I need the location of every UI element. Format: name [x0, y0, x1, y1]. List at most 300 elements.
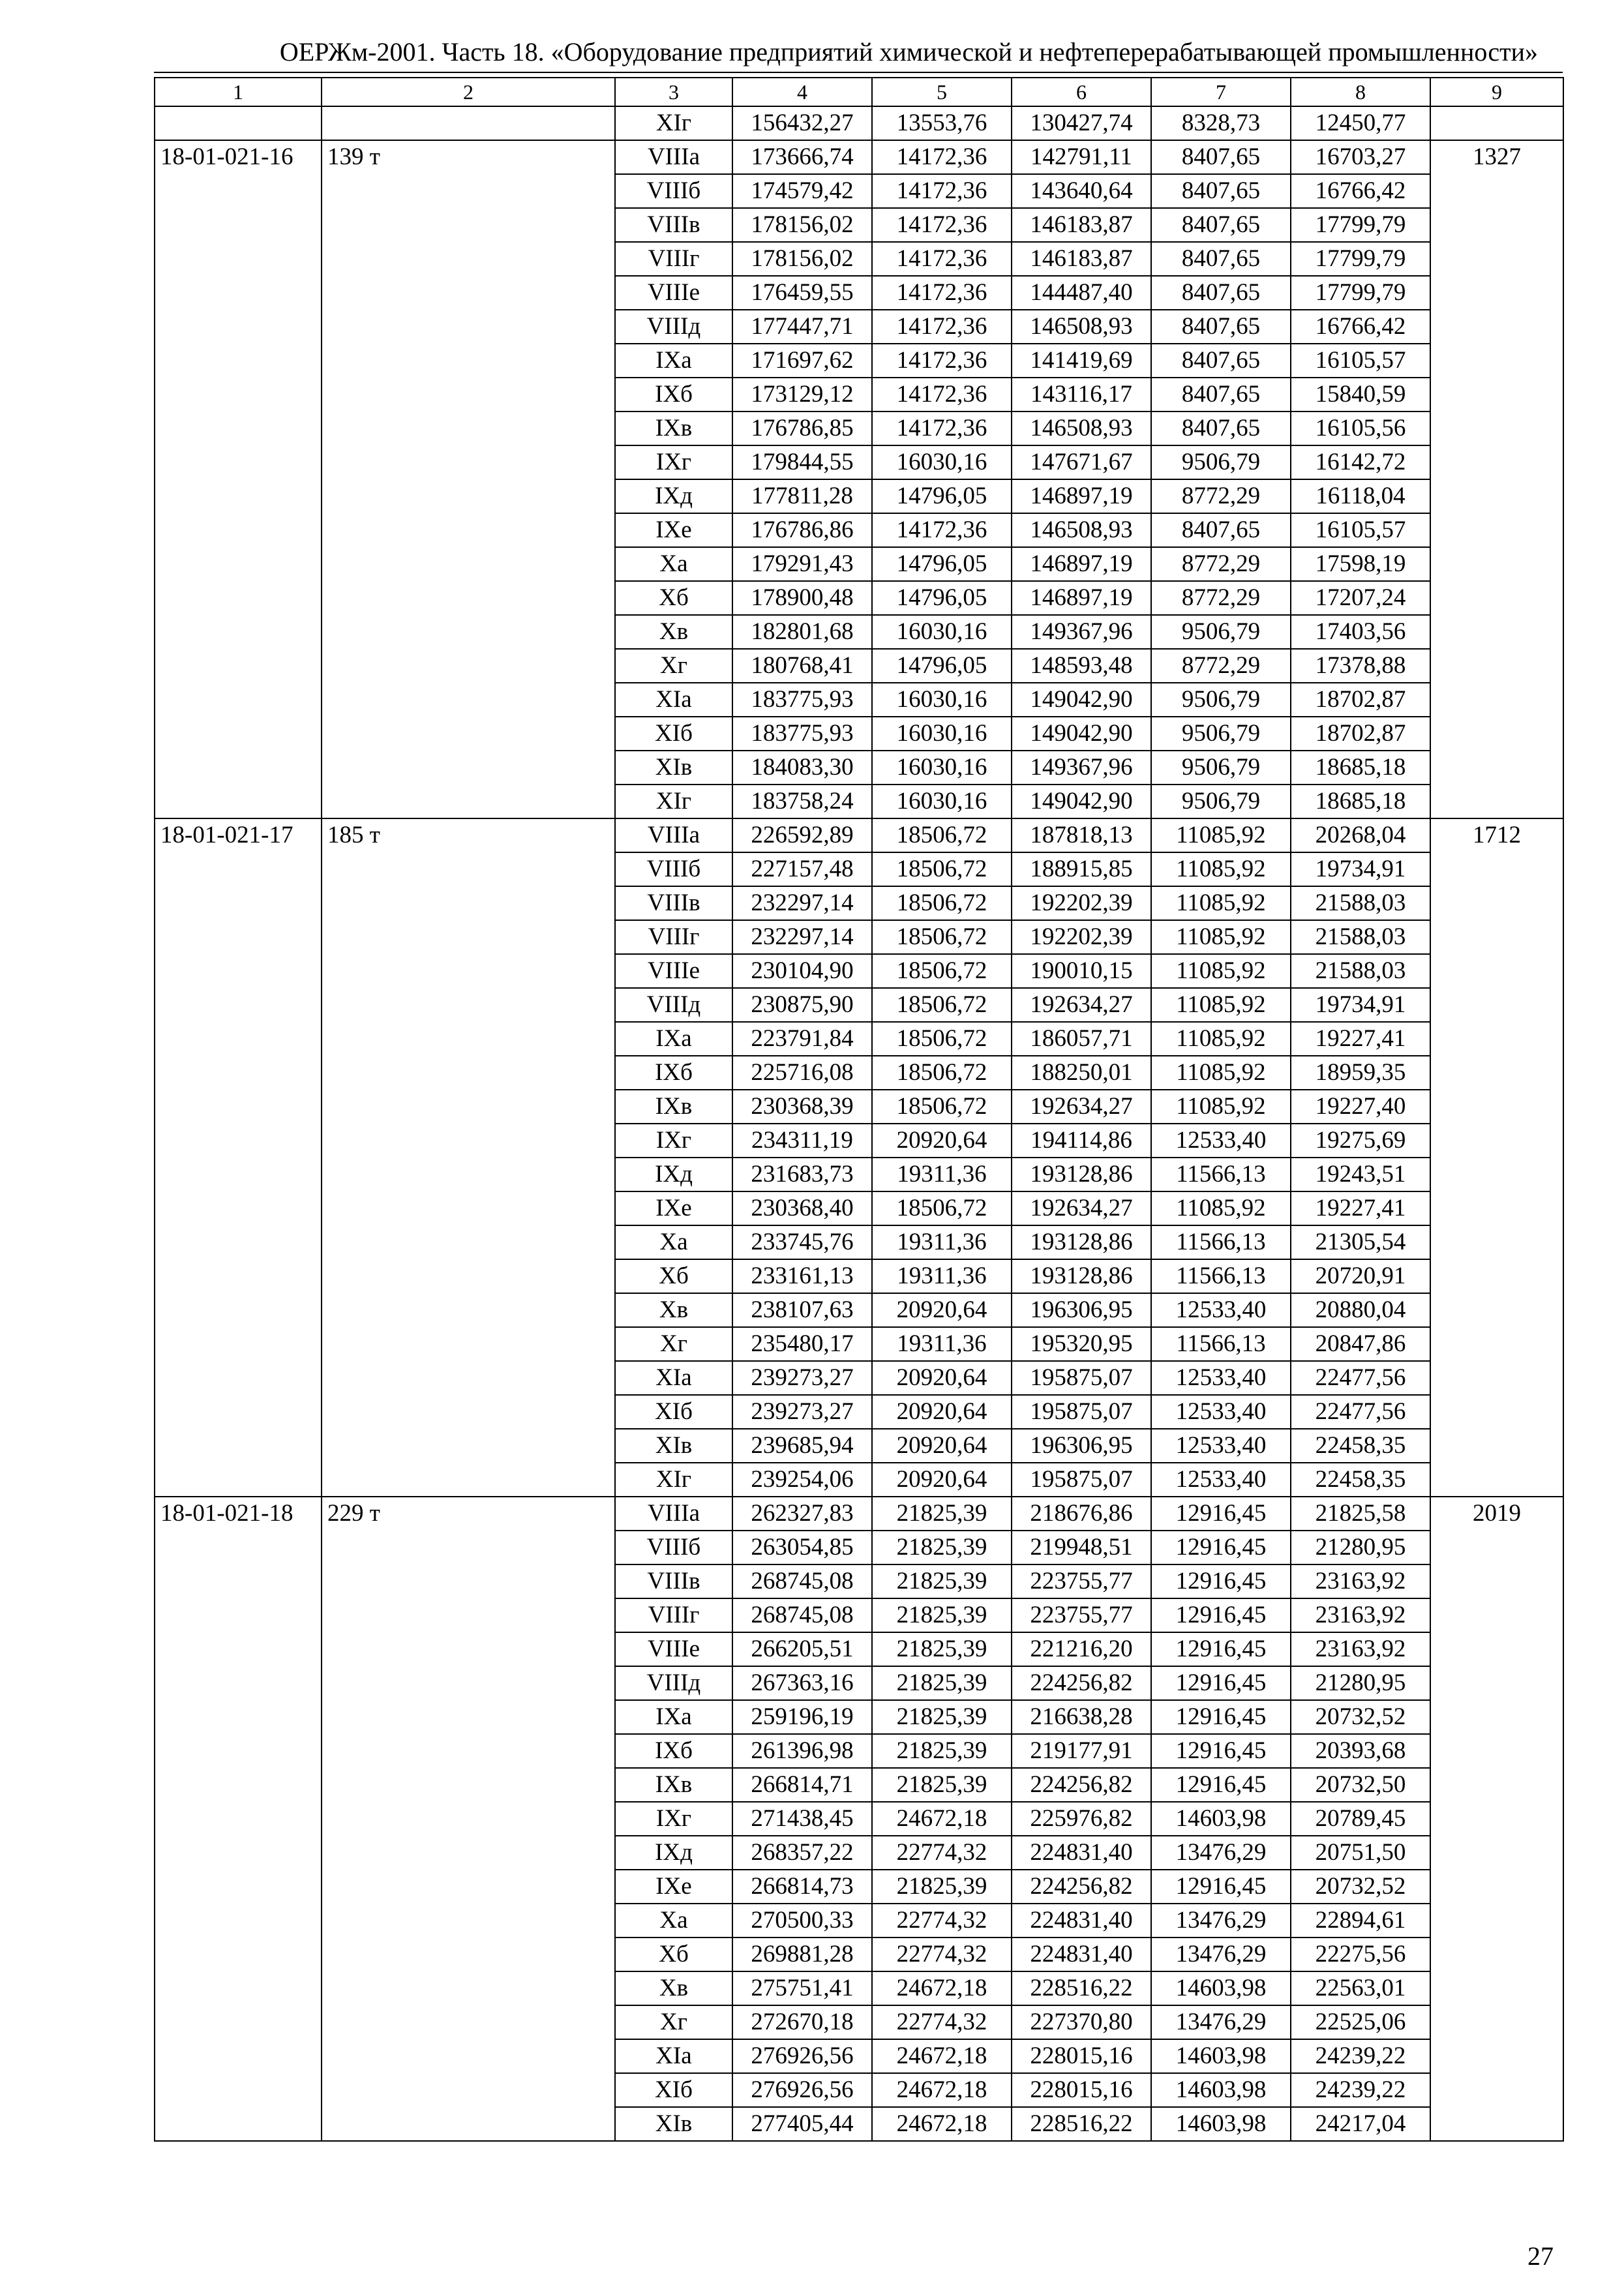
value-cell: 156432,27	[732, 106, 872, 140]
zone-cell: VIIIг	[615, 1598, 732, 1632]
value-cell: 14603,98	[1151, 2107, 1291, 2141]
value-cell: 21825,39	[872, 1497, 1012, 1531]
value-cell: 263054,85	[732, 1531, 872, 1564]
table-row	[155, 1497, 1563, 1531]
value-cell: 8407,65	[1151, 140, 1291, 174]
value-cell: 20732,52	[1291, 1700, 1430, 1734]
quantity-cell	[1430, 106, 1563, 140]
value-cell: 192634,27	[1012, 1090, 1151, 1124]
value-cell: 16105,57	[1291, 344, 1430, 378]
value-cell: 21825,39	[872, 1768, 1012, 1802]
value-cell: 193128,86	[1012, 1259, 1151, 1293]
quantity-cell: 1327	[1430, 140, 1563, 818]
value-cell: 16118,04	[1291, 479, 1430, 513]
column-number: 8	[1291, 78, 1430, 106]
value-cell: 183775,93	[732, 717, 872, 751]
zone-cell: Xг	[615, 1327, 732, 1361]
value-cell: 20732,50	[1291, 1768, 1430, 1802]
value-cell: 239685,94	[732, 1429, 872, 1463]
value-cell: 272670,18	[732, 2005, 872, 2039]
zone-cell: IXб	[615, 1056, 732, 1090]
zone-cell: VIIIа	[615, 1497, 732, 1531]
value-cell: 22477,56	[1291, 1361, 1430, 1395]
value-cell: 22774,32	[872, 1836, 1012, 1870]
value-cell: 232297,14	[732, 920, 872, 954]
value-cell: 19311,36	[872, 1158, 1012, 1191]
value-cell: 223755,77	[1012, 1598, 1151, 1632]
value-cell: 12916,45	[1151, 1768, 1291, 1802]
zone-cell: XIг	[615, 785, 732, 818]
value-cell: 18506,72	[872, 818, 1012, 852]
page-number: 27	[1527, 2241, 1554, 2271]
value-cell: 224256,82	[1012, 1870, 1151, 1904]
value-cell: 8407,65	[1151, 174, 1291, 208]
value-cell: 14796,05	[872, 547, 1012, 581]
value-cell: 14172,36	[872, 411, 1012, 445]
value-cell: 224831,40	[1012, 1836, 1151, 1870]
value-cell: 19311,36	[872, 1259, 1012, 1293]
value-cell: 269881,28	[732, 1937, 872, 1971]
value-cell: 19311,36	[872, 1225, 1012, 1259]
value-cell: 230368,40	[732, 1191, 872, 1225]
zone-cell: XIг	[615, 106, 732, 140]
value-cell: 190010,15	[1012, 954, 1151, 988]
value-cell: 18506,72	[872, 1090, 1012, 1124]
value-cell: 173666,74	[732, 140, 872, 174]
value-cell: 239273,27	[732, 1395, 872, 1429]
value-cell: 12916,45	[1151, 1666, 1291, 1700]
value-cell: 225976,82	[1012, 1802, 1151, 1836]
zone-cell: VIIIе	[615, 276, 732, 310]
value-cell: 195875,07	[1012, 1395, 1151, 1429]
value-cell: 16766,42	[1291, 310, 1430, 344]
value-cell: 20393,68	[1291, 1734, 1430, 1768]
zone-cell: XIб	[615, 1395, 732, 1429]
value-cell: 149042,90	[1012, 785, 1151, 818]
value-cell: 21305,54	[1291, 1225, 1430, 1259]
value-cell: 18506,72	[872, 954, 1012, 988]
table-row	[155, 818, 1563, 852]
value-cell: 19734,91	[1291, 988, 1430, 1022]
value-cell: 19275,69	[1291, 1124, 1430, 1158]
zone-cell: IXв	[615, 411, 732, 445]
zone-cell: XIб	[615, 2073, 732, 2107]
zone-cell: VIIIг	[615, 920, 732, 954]
value-cell: 12533,40	[1151, 1293, 1291, 1327]
value-cell: 233161,13	[732, 1259, 872, 1293]
value-cell: 226592,89	[732, 818, 872, 852]
zone-cell: VIIIв	[615, 886, 732, 920]
value-cell: 23163,92	[1291, 1564, 1430, 1598]
value-cell: 195320,95	[1012, 1327, 1151, 1361]
value-cell: 11085,92	[1151, 1056, 1291, 1090]
value-cell: 8407,65	[1151, 310, 1291, 344]
value-cell: 21825,39	[872, 1564, 1012, 1598]
value-cell: 192202,39	[1012, 920, 1151, 954]
value-cell: 20920,64	[872, 1463, 1012, 1497]
table-row	[155, 140, 1563, 174]
value-cell: 178156,02	[732, 242, 872, 276]
value-cell: 277405,44	[732, 2107, 872, 2141]
zone-cell: IXд	[615, 1158, 732, 1191]
value-cell: 22525,06	[1291, 2005, 1430, 2039]
value-cell: 14172,36	[872, 174, 1012, 208]
page-header: ОЕРЖм-2001. Часть 18. «Оборудование предприятий химической и нефтеперерабатывающей промышленности»	[279, 37, 1538, 67]
value-cell: 8328,73	[1151, 106, 1291, 140]
value-cell: 141419,69	[1012, 344, 1151, 378]
value-cell: 148593,48	[1012, 649, 1151, 683]
value-cell: 187818,13	[1012, 818, 1151, 852]
value-cell: 193128,86	[1012, 1225, 1151, 1259]
value-cell: 268357,22	[732, 1836, 872, 1870]
quantity-cell: 1712	[1430, 818, 1563, 1497]
value-cell: 14172,36	[872, 378, 1012, 411]
value-cell: 11566,13	[1151, 1327, 1291, 1361]
code-cell	[155, 106, 322, 140]
value-cell: 11085,92	[1151, 886, 1291, 920]
zone-cell: Xб	[615, 581, 732, 615]
value-cell: 178156,02	[732, 208, 872, 242]
value-cell: 14172,36	[872, 208, 1012, 242]
value-cell: 9506,79	[1151, 785, 1291, 818]
value-cell: 9506,79	[1151, 615, 1291, 649]
value-cell: 8772,29	[1151, 649, 1291, 683]
value-cell: 11566,13	[1151, 1225, 1291, 1259]
value-cell: 179844,55	[732, 445, 872, 479]
value-cell: 16030,16	[872, 445, 1012, 479]
value-cell: 177811,28	[732, 479, 872, 513]
zone-cell: VIIIб	[615, 174, 732, 208]
value-cell: 22275,56	[1291, 1937, 1430, 1971]
value-cell: 177447,71	[732, 310, 872, 344]
value-cell: 20920,64	[872, 1429, 1012, 1463]
column-number: 1	[155, 78, 322, 106]
zone-cell: VIIIд	[615, 1666, 732, 1700]
value-cell: 176459,55	[732, 276, 872, 310]
value-cell: 18506,72	[872, 988, 1012, 1022]
zone-cell: XIв	[615, 751, 732, 785]
value-cell: 24672,18	[872, 1802, 1012, 1836]
value-cell: 18959,35	[1291, 1056, 1430, 1090]
value-cell: 21825,39	[872, 1666, 1012, 1700]
value-cell: 238107,63	[732, 1293, 872, 1327]
value-cell: 21825,39	[872, 1632, 1012, 1666]
zone-cell: VIIIе	[615, 1632, 732, 1666]
value-cell: 14796,05	[872, 479, 1012, 513]
value-cell: 18506,72	[872, 1056, 1012, 1090]
value-cell: 14603,98	[1151, 2039, 1291, 2073]
value-cell: 216638,28	[1012, 1700, 1151, 1734]
value-cell: 227370,80	[1012, 2005, 1151, 2039]
value-cell: 14172,36	[872, 310, 1012, 344]
quantity-cell: 2019	[1430, 1497, 1563, 2141]
value-cell: 180768,41	[732, 649, 872, 683]
value-cell: 20789,45	[1291, 1802, 1430, 1836]
value-cell: 18702,87	[1291, 717, 1430, 751]
value-cell: 188250,01	[1012, 1056, 1151, 1090]
value-cell: 20920,64	[872, 1124, 1012, 1158]
value-cell: 18506,72	[872, 852, 1012, 886]
zone-cell: Xг	[615, 649, 732, 683]
value-cell: 19734,91	[1291, 852, 1430, 886]
zone-cell: Xв	[615, 1293, 732, 1327]
value-cell: 14172,36	[872, 513, 1012, 547]
value-cell: 15840,59	[1291, 378, 1430, 411]
value-cell: 8407,65	[1151, 242, 1291, 276]
value-cell: 223791,84	[732, 1022, 872, 1056]
value-cell: 196306,95	[1012, 1293, 1151, 1327]
value-cell: 8772,29	[1151, 479, 1291, 513]
value-cell: 178900,48	[732, 581, 872, 615]
value-cell: 24672,18	[872, 2039, 1012, 2073]
value-cell: 228015,16	[1012, 2073, 1151, 2107]
value-cell: 259196,19	[732, 1700, 872, 1734]
price-table	[154, 77, 1564, 2142]
value-cell: 228015,16	[1012, 2039, 1151, 2073]
value-cell: 14172,36	[872, 276, 1012, 310]
value-cell: 20720,91	[1291, 1259, 1430, 1293]
zone-cell: IXд	[615, 479, 732, 513]
value-cell: 195875,07	[1012, 1463, 1151, 1497]
value-cell: 223755,77	[1012, 1564, 1151, 1598]
value-cell: 8407,65	[1151, 344, 1291, 378]
value-cell: 22458,35	[1291, 1429, 1430, 1463]
zone-cell: IXв	[615, 1090, 732, 1124]
value-cell: 266205,51	[732, 1632, 872, 1666]
value-cell: 14603,98	[1151, 1971, 1291, 2005]
zone-cell: VIIIд	[615, 310, 732, 344]
value-cell: 234311,19	[732, 1124, 872, 1158]
value-cell: 8407,65	[1151, 208, 1291, 242]
value-cell: 12533,40	[1151, 1395, 1291, 1429]
value-cell: 186057,71	[1012, 1022, 1151, 1056]
value-cell: 16703,27	[1291, 140, 1430, 174]
value-cell: 149367,96	[1012, 751, 1151, 785]
value-cell: 18506,72	[872, 886, 1012, 920]
name-cell: 185 т	[322, 818, 615, 1497]
value-cell: 12916,45	[1151, 1531, 1291, 1564]
value-cell: 11085,92	[1151, 988, 1291, 1022]
value-cell: 21825,39	[872, 1598, 1012, 1632]
value-cell: 22563,01	[1291, 1971, 1430, 2005]
value-cell: 20920,64	[872, 1395, 1012, 1429]
value-cell: 143116,17	[1012, 378, 1151, 411]
value-cell: 12916,45	[1151, 1497, 1291, 1531]
value-cell: 232297,14	[732, 886, 872, 920]
zone-cell: XIв	[615, 1429, 732, 1463]
value-cell: 231683,73	[732, 1158, 872, 1191]
table-row	[155, 106, 1563, 140]
value-cell: 21588,03	[1291, 886, 1430, 920]
value-cell: 12916,45	[1151, 1700, 1291, 1734]
value-cell: 171697,62	[732, 344, 872, 378]
column-number: 5	[872, 78, 1012, 106]
value-cell: 9506,79	[1151, 717, 1291, 751]
zone-cell: IXб	[615, 378, 732, 411]
value-cell: 8407,65	[1151, 411, 1291, 445]
value-cell: 19227,41	[1291, 1022, 1430, 1056]
value-cell: 16766,42	[1291, 174, 1430, 208]
value-cell: 184083,30	[732, 751, 872, 785]
value-cell: 22774,32	[872, 1937, 1012, 1971]
value-cell: 21588,03	[1291, 954, 1430, 988]
value-cell: 12916,45	[1151, 1870, 1291, 1904]
value-cell: 16030,16	[872, 683, 1012, 717]
value-cell: 23163,92	[1291, 1598, 1430, 1632]
value-cell: 195875,07	[1012, 1361, 1151, 1395]
column-number: 6	[1012, 78, 1151, 106]
value-cell: 12533,40	[1151, 1429, 1291, 1463]
value-cell: 227157,48	[732, 852, 872, 886]
value-cell: 12916,45	[1151, 1598, 1291, 1632]
value-cell: 20920,64	[872, 1293, 1012, 1327]
value-cell: 21825,39	[872, 1700, 1012, 1734]
value-cell: 20920,64	[872, 1361, 1012, 1395]
value-cell: 16030,16	[872, 751, 1012, 785]
column-number: 9	[1430, 78, 1563, 106]
value-cell: 16105,56	[1291, 411, 1430, 445]
zone-cell: XIв	[615, 2107, 732, 2141]
value-cell: 11085,92	[1151, 920, 1291, 954]
value-cell: 18685,18	[1291, 751, 1430, 785]
value-cell: 24217,04	[1291, 2107, 1430, 2141]
code-cell: 18-01-021-16	[155, 140, 322, 818]
value-cell: 261396,98	[732, 1734, 872, 1768]
value-cell: 266814,73	[732, 1870, 872, 1904]
table-body	[155, 78, 1563, 2141]
value-cell: 12533,40	[1151, 1124, 1291, 1158]
zone-cell: VIIIа	[615, 140, 732, 174]
value-cell: 21588,03	[1291, 920, 1430, 954]
value-cell: 12916,45	[1151, 1734, 1291, 1768]
value-cell: 11085,92	[1151, 818, 1291, 852]
value-cell: 11085,92	[1151, 1090, 1291, 1124]
zone-cell: IXг	[615, 1802, 732, 1836]
value-cell: 173129,12	[732, 378, 872, 411]
value-cell: 14796,05	[872, 649, 1012, 683]
value-cell: 21825,58	[1291, 1497, 1430, 1531]
value-cell: 221216,20	[1012, 1632, 1151, 1666]
zone-cell: IXе	[615, 1870, 732, 1904]
zone-cell: Xг	[615, 2005, 732, 2039]
value-cell: 12533,40	[1151, 1361, 1291, 1395]
value-cell: 22477,56	[1291, 1395, 1430, 1429]
value-cell: 13476,29	[1151, 2005, 1291, 2039]
name-cell: 229 т	[322, 1497, 615, 2141]
zone-cell: VIIIа	[615, 818, 732, 852]
value-cell: 196306,95	[1012, 1429, 1151, 1463]
value-cell: 13553,76	[872, 106, 1012, 140]
value-cell: 146897,19	[1012, 581, 1151, 615]
value-cell: 193128,86	[1012, 1158, 1151, 1191]
value-cell: 130427,74	[1012, 106, 1151, 140]
value-cell: 20847,86	[1291, 1327, 1430, 1361]
value-cell: 239254,06	[732, 1463, 872, 1497]
value-cell: 276926,56	[732, 2073, 872, 2107]
value-cell: 146508,93	[1012, 411, 1151, 445]
value-cell: 219948,51	[1012, 1531, 1151, 1564]
value-cell: 19227,40	[1291, 1090, 1430, 1124]
value-cell: 219177,91	[1012, 1734, 1151, 1768]
value-cell: 270500,33	[732, 1904, 872, 1937]
value-cell: 149042,90	[1012, 717, 1151, 751]
value-cell: 8407,65	[1151, 276, 1291, 310]
value-cell: 19311,36	[872, 1327, 1012, 1361]
zone-cell: Xв	[615, 615, 732, 649]
value-cell: 192634,27	[1012, 988, 1151, 1022]
value-cell: 143640,64	[1012, 174, 1151, 208]
value-cell: 149042,90	[1012, 683, 1151, 717]
zone-cell: VIIIг	[615, 242, 732, 276]
value-cell: 17799,79	[1291, 276, 1430, 310]
value-cell: 21280,95	[1291, 1531, 1430, 1564]
value-cell: 8407,65	[1151, 378, 1291, 411]
value-cell: 230368,39	[732, 1090, 872, 1124]
header-rule	[154, 72, 1563, 73]
zone-cell: Xа	[615, 1225, 732, 1259]
value-cell: 24672,18	[872, 1971, 1012, 2005]
value-cell: 11566,13	[1151, 1259, 1291, 1293]
value-cell: 149367,96	[1012, 615, 1151, 649]
value-cell: 146183,87	[1012, 242, 1151, 276]
value-cell: 12450,77	[1291, 106, 1430, 140]
value-cell: 17598,19	[1291, 547, 1430, 581]
value-cell: 17378,88	[1291, 649, 1430, 683]
value-cell: 239273,27	[732, 1361, 872, 1395]
value-cell: 16030,16	[872, 615, 1012, 649]
zone-cell: VIIIв	[615, 208, 732, 242]
zone-cell: Xа	[615, 547, 732, 581]
zone-cell: Xв	[615, 1971, 732, 2005]
value-cell: 14172,36	[872, 344, 1012, 378]
value-cell: 146508,93	[1012, 513, 1151, 547]
value-cell: 14172,36	[872, 242, 1012, 276]
zone-cell: VIIIд	[615, 988, 732, 1022]
value-cell: 12916,45	[1151, 1564, 1291, 1598]
code-cell: 18-01-021-17	[155, 818, 322, 1497]
zone-cell: IXв	[615, 1768, 732, 1802]
value-cell: 183758,24	[732, 785, 872, 818]
value-cell: 9506,79	[1151, 445, 1291, 479]
value-cell: 14603,98	[1151, 1802, 1291, 1836]
value-cell: 224831,40	[1012, 1904, 1151, 1937]
value-cell: 14603,98	[1151, 2073, 1291, 2107]
value-cell: 11566,13	[1151, 1158, 1291, 1191]
value-cell: 24672,18	[872, 2073, 1012, 2107]
value-cell: 22458,35	[1291, 1463, 1430, 1497]
zone-cell: IXб	[615, 1734, 732, 1768]
value-cell: 19227,41	[1291, 1191, 1430, 1225]
zone-cell: VIIIе	[615, 954, 732, 988]
name-cell	[322, 106, 615, 140]
zone-cell: Xб	[615, 1937, 732, 1971]
value-cell: 228516,22	[1012, 1971, 1151, 2005]
value-cell: 21825,39	[872, 1870, 1012, 1904]
value-cell: 230104,90	[732, 954, 872, 988]
value-cell: 192634,27	[1012, 1191, 1151, 1225]
value-cell: 188915,85	[1012, 852, 1151, 886]
value-cell: 230875,90	[732, 988, 872, 1022]
value-cell: 20880,04	[1291, 1293, 1430, 1327]
value-cell: 271438,45	[732, 1802, 872, 1836]
value-cell: 20732,52	[1291, 1870, 1430, 1904]
value-cell: 192202,39	[1012, 886, 1151, 920]
zone-cell: IXе	[615, 513, 732, 547]
value-cell: 13476,29	[1151, 1937, 1291, 1971]
value-cell: 24239,22	[1291, 2039, 1430, 2073]
value-cell: 267363,16	[732, 1666, 872, 1700]
value-cell: 174579,42	[732, 174, 872, 208]
